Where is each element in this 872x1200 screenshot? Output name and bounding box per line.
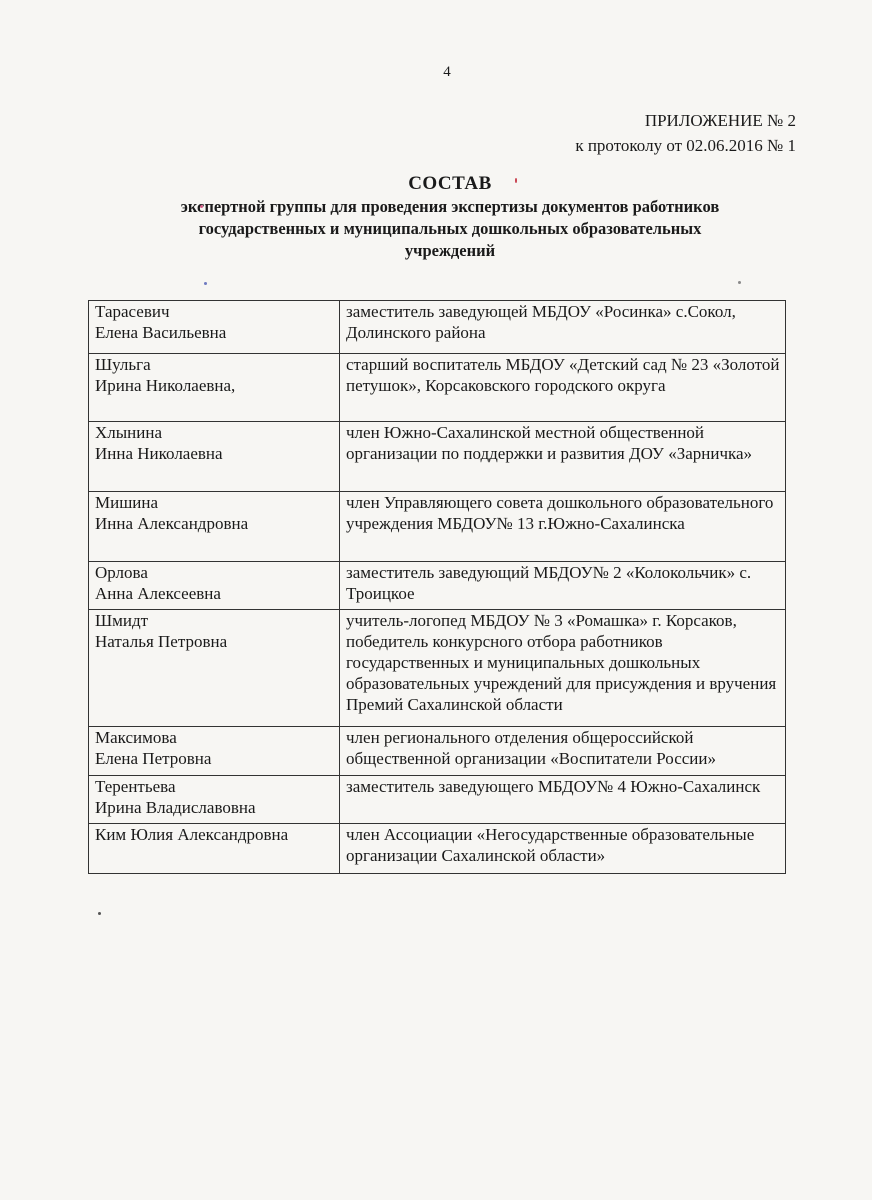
title-line-2: государственных и муниципальных дошкольных образовательных	[198, 219, 702, 238]
member-role: заместитель заведующий МБДОУ№ 2 «Колокольчик» с. Троицкое	[340, 562, 786, 610]
member-given-name: Анна Алексеевна	[95, 584, 221, 603]
protocol-reference: к протоколу от 02.06.2016 № 1	[575, 136, 796, 155]
member-surname: Терентьева	[95, 777, 176, 796]
expert-group-table	[88, 300, 786, 874]
member-role: заместитель заведующего МБДОУ№ 4 Южно-Сахалинск	[340, 776, 786, 824]
member-given-name: Елена Петровна	[95, 749, 212, 768]
member-name-cell	[89, 354, 340, 422]
member-name-cell	[89, 301, 340, 354]
member-surname: Шмидт	[95, 611, 149, 630]
member-name-cell	[89, 610, 340, 727]
member-name-cell	[89, 562, 340, 610]
member-given-name: Ирина Владиславовна	[95, 798, 256, 817]
document-title	[95, 172, 805, 262]
member-surname: Мишина	[95, 493, 159, 512]
table-row	[89, 776, 786, 824]
table-row	[89, 610, 786, 727]
table-row	[89, 727, 786, 776]
appendix-header	[575, 108, 796, 158]
member-given-name: Инна Александровна	[95, 514, 249, 533]
title-main: СОСТАВ	[408, 173, 492, 194]
member-given-name: Ирина Николаевна,	[95, 376, 236, 395]
member-role: заместитель заведующей МБДОУ «Росинка» с.Сокол, Долинского района	[340, 301, 786, 354]
member-name-cell	[89, 776, 340, 824]
table-row	[89, 824, 786, 874]
page-number: 4	[443, 64, 451, 80]
member-surname: Шульга	[95, 355, 151, 374]
member-name-cell	[89, 824, 340, 874]
member-given-name: Инна Николаевна	[95, 444, 223, 463]
member-role: старший воспитатель МБДОУ «Детский сад № 23 «Золотой петушок», Корсаковского городского округа	[340, 354, 786, 422]
member-surname: Тарасевич	[95, 302, 170, 321]
member-given-name: Елена Васильевна	[95, 323, 227, 342]
title-line-3: учреждений	[404, 241, 496, 260]
appendix-label: ПРИЛОЖЕНИЕ № 2	[644, 111, 796, 130]
table-row	[89, 562, 786, 610]
scan-speck	[98, 912, 101, 915]
member-surname: Орлова	[95, 563, 148, 582]
table-row	[89, 354, 786, 422]
member-given-name: Наталья Петровна	[95, 632, 228, 651]
member-name-cell	[89, 422, 340, 492]
member-role: член Южно-Сахалинской местной общественной организации по поддержки и развития ДОУ «Зарничка»	[340, 422, 786, 492]
title-line-1: экспертной группы для проведения экспертизы документов работников	[180, 197, 720, 216]
scan-speck	[738, 281, 741, 284]
member-role: учитель-логопед МБДОУ № 3 «Ромашка» г. Корсаков, победитель конкурсного отбора работников государственных и муниципальных дошкольных образовательных учреждений для присуждения и вручения Премий Сахалинской области	[340, 610, 786, 727]
member-surname: Хлынина	[95, 423, 163, 442]
table-row	[89, 301, 786, 354]
member-role: член Управляющего совета дошкольного образовательного учреждения МБДОУ№ 13 г.Южно-Сахалинска	[340, 492, 786, 562]
member-name-cell	[89, 727, 340, 776]
member-name-cell	[89, 492, 340, 562]
member-role: член регионального отделения общероссийской общественной организации «Воспитатели России»	[340, 727, 786, 776]
table-row	[89, 422, 786, 492]
table-row	[89, 492, 786, 562]
member-surname: Максимова	[95, 728, 177, 747]
scan-speck	[204, 282, 207, 285]
member-role: член Ассоциации «Негосударственные образовательные организации Сахалинской области»	[340, 824, 786, 874]
member-surname: Ким Юлия Александровна	[95, 825, 289, 844]
